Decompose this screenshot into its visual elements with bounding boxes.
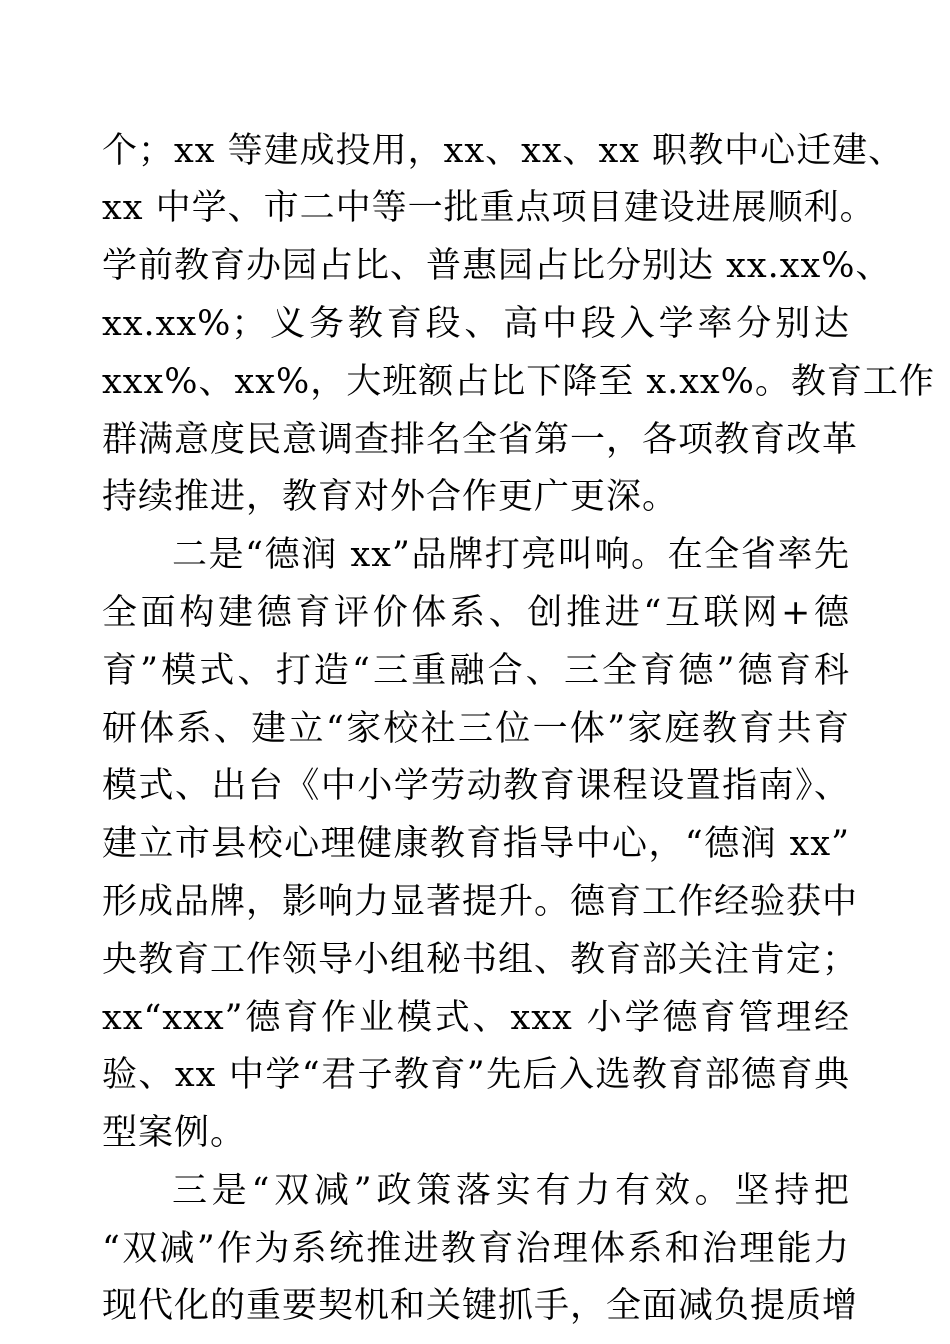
text-line: 持续推进，教育对外合作更广更深。 (102, 477, 679, 517)
text-line: xx 中学、市二中等一批重点项目建设进展顺利。 (102, 188, 876, 228)
text-line: 育”模式、打造“三重融合、三全育德”德育科 (102, 651, 850, 691)
text-line: 建立市县校心理健康教育指导中心，“德润 xx” (102, 824, 850, 864)
text-line: 验、xx 中学“君子教育”先后入选教育部德育典 (102, 1055, 850, 1095)
text-line: 群满意度民意调查排名全省第一，各项教育改革 (102, 420, 859, 460)
text-line: 全面构建德育评价体系、创推进“互联网+德 (102, 593, 850, 633)
text-line: 学前教育办园占比、普惠园占比分别达 xx.xx%、 (102, 246, 892, 286)
text-line: xx“xxx”德育作业模式、xxx 小学德育管理经 (102, 998, 850, 1038)
text-line: 型案例。 (102, 1113, 247, 1153)
text-line: 研体系、建立“家校社三位一体”家庭教育共育 (102, 709, 850, 749)
text-line: xxx%、xx%，大班额占比下降至 x.xx%。教育工作 (102, 362, 935, 402)
text-line: 个；xx 等建成投用，xx、xx、xx 职教中心迁建、 (102, 131, 905, 171)
text-line: 央教育工作领导小组秘书组、教育部关注肯定； (102, 940, 859, 980)
text-line: “双减”作为系统推进教育治理体系和治理能力 (102, 1229, 850, 1269)
paragraph-heading-line: 三是“双减”政策落实有力有效。坚持把 (172, 1171, 850, 1211)
text-line: xx.xx%；义务教育段、高中段入学率分别达 (102, 304, 850, 344)
text-line: 形成品牌，影响力显著提升。德育工作经验获中 (102, 882, 859, 922)
paragraph-heading-line: 二是“德润 xx”品牌打亮叫响。在全省率先 (172, 535, 850, 575)
text-line: 现代化的重要契机和关键抓手，全面减负提质增 (102, 1286, 859, 1326)
text-line: 模式、出台《中小学劳动教育课程设置指南》、 (102, 766, 850, 806)
